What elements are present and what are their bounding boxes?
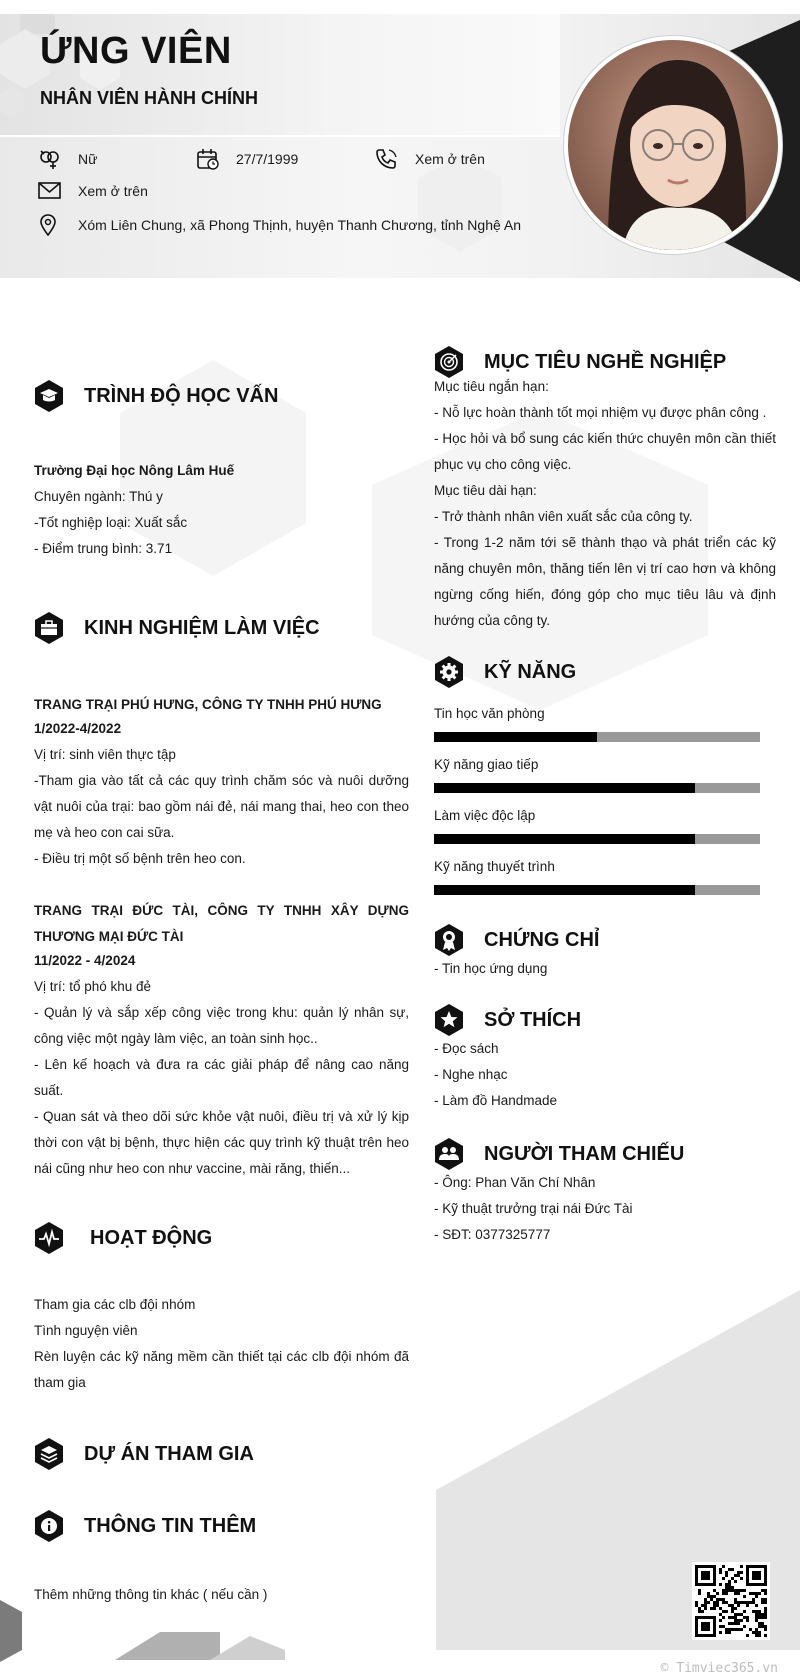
hobbies-title: SỞ THÍCH: [484, 1008, 582, 1031]
objective-long-1: - Trở thành nhân viên xuất sắc của công ty.: [434, 509, 693, 524]
hobby-item-1: - Đọc sách: [434, 1041, 499, 1056]
layers-icon: [34, 1438, 64, 1470]
objective-short-label: Mục tiêu ngắn hạn:: [434, 379, 549, 394]
star-icon: [434, 1004, 464, 1036]
education-line-3: - Điểm trung bình: 3.71: [34, 541, 173, 556]
more-info-text: Thêm những thông tin khác ( nếu cần ): [34, 1587, 268, 1602]
education-line-1: Chuyên ngành: Thú y: [34, 489, 163, 504]
skill-bar-2: [434, 783, 760, 793]
job-2-position: Vị trí: tổ phó khu đẻ: [34, 979, 152, 994]
skill-fill-4: [434, 885, 695, 895]
award-icon: [434, 924, 464, 956]
reference-item-3: - SĐT: 0377325777: [434, 1227, 551, 1242]
skill-label-3: Làm việc độc lập: [434, 808, 536, 823]
email-text: Xem ở trên: [78, 183, 148, 199]
more-info-title: THÔNG TIN THÊM: [84, 1514, 257, 1537]
education-title: TRÌNH ĐỘ HỌC VẤN: [84, 384, 279, 407]
objective-long-2: - Trong 1-2 năm tới sẽ thành thạo và phát triển các kỹ năng chuyên môn, thăng tiến lên vị trí cao hơn và không ngừng cống hiến, đóng góp cho mục tiêu lâu và định hướng của công ty.: [434, 535, 776, 628]
skill-label-1: Tin học văn phòng: [434, 706, 545, 721]
reference-item-1: - Ông: Phan Văn Chí Nhân: [434, 1175, 596, 1190]
email-icon: [38, 182, 62, 200]
qr-code[interactable]: [692, 1562, 770, 1640]
objective-title: MỤC TIÊU NGHỀ NGHIỆP: [484, 350, 727, 373]
references-title: NGƯỜI THAM CHIẾU: [484, 1142, 685, 1165]
experience-title: KINH NGHIỆM LÀM VIỆC: [84, 616, 320, 639]
activities-section-header: [34, 1222, 212, 1254]
job-1-detail-2: - Điều trị một số bệnh trên heo con.: [34, 851, 246, 866]
job-2-company: TRANG TRẠI ĐỨC TÀI, CÔNG TY TNHH XÂY DỰNG THƯƠNG MẠI ĐỨC TÀI: [34, 903, 409, 944]
activity-line-3: Rèn luyện các kỹ năng mềm cần thiết tại các clb đội nhóm đã tham gia: [34, 1349, 409, 1390]
experience-section-header: [34, 612, 320, 644]
skill-bar-1: [434, 732, 760, 742]
email-item: [38, 182, 148, 200]
job-2-detail-2: - Lên kế hoạch và đưa ra các giải pháp để nâng cao năng suất.: [34, 1057, 409, 1098]
avatar: [568, 40, 778, 250]
job-title: NHÂN VIÊN HÀNH CHÍNH: [40, 88, 259, 108]
hobbies-section-header: [434, 1004, 581, 1036]
more-info-section-header: [34, 1510, 256, 1542]
header-divider: [0, 135, 560, 137]
education-school: Trường Đại học Nông Lâm Huế: [34, 463, 235, 478]
dob-text: 27/7/1999: [236, 151, 299, 167]
job-1-period: 1/2022-4/2022: [34, 721, 122, 736]
job-1-company: TRANG TRẠI PHÚ HƯNG, CÔNG TY TNHH PHÚ HƯNG: [34, 697, 382, 712]
objective-long-label: Mục tiêu dài hạn:: [434, 483, 537, 498]
skills-section-header: [434, 656, 576, 688]
dob-item: [196, 148, 298, 170]
job-2-period: 11/2022 - 4/2024: [34, 953, 136, 968]
phone-text: Xem ở trên: [415, 151, 485, 167]
activities-title: HOẠT ĐỘNG: [90, 1226, 213, 1249]
activity-line-1: Tham gia các clb đội nhóm: [34, 1297, 196, 1312]
job-1-position: Vị trí: sinh viên thực tập: [34, 747, 176, 762]
skill-fill-1: [434, 732, 597, 742]
job-2-detail-1: - Quản lý và sắp xếp công việc trong khu: quản lý nhân sự, công việc một ngày làm việc, an toàn sinh học..: [34, 1005, 409, 1046]
location-pin-icon: [38, 214, 62, 236]
briefcase-icon: [34, 612, 64, 644]
education-section-header: [34, 380, 278, 412]
footer-watermark: © Timviec365.vn: [660, 1661, 778, 1676]
education-line-2: -Tốt nghiệp loại: Xuất sắc: [34, 515, 188, 530]
skill-label-4: Kỹ năng thuyết trình: [434, 859, 555, 874]
hobby-item-2: - Nghe nhạc: [434, 1067, 508, 1082]
gender-icon: [38, 148, 62, 170]
gender-text: Nữ: [78, 151, 98, 167]
skill-fill-3: [434, 834, 695, 844]
address-item: [38, 214, 521, 236]
skills-title: KỸ NĂNG: [484, 660, 577, 683]
objective-short-1: - Nỗ lực hoàn thành tốt mọi nhiệm vụ được phân công .: [434, 405, 767, 420]
pulse-icon: [34, 1222, 64, 1254]
users-icon: [434, 1138, 464, 1170]
graduation-cap-icon: [34, 380, 64, 412]
certificate-item-1: - Tin học ứng dụng: [434, 961, 548, 976]
address-text: Xóm Liên Chung, xã Phong Thịnh, huyện Thanh Chương, tỉnh Nghệ An: [78, 217, 522, 233]
gender-item: [38, 148, 97, 170]
objective-short-2: - Học hỏi và bổ sung các kiến thức chuyên môn cần thiết phục vụ cho công việc.: [434, 431, 776, 472]
references-section-header: [434, 1138, 684, 1170]
candidate-name: ỨNG VIÊN: [40, 30, 232, 72]
skill-bar-4: [434, 885, 760, 895]
reference-item-2: - Kỹ thuật trưởng trại nái Đức Tài: [434, 1201, 633, 1216]
skill-bar-3: [434, 834, 760, 844]
phone-item: [375, 148, 485, 170]
phone-icon: [375, 148, 399, 170]
hobby-item-3: - Làm đồ Handmade: [434, 1093, 558, 1108]
projects-title: DỰ ÁN THAM GIA: [84, 1442, 254, 1465]
info-icon: [34, 1510, 64, 1542]
job-1-detail-1: -Tham gia vào tất cả các quy trình chăm sóc và nuôi dưỡng vật nuôi của trại: bao gồm nái đẻ, nái mang thai, heo con theo mẹ và heo con cai sữa.: [34, 773, 409, 840]
skill-fill-2: [434, 783, 695, 793]
gear-icon: [434, 656, 464, 688]
certificates-section-header: [434, 924, 599, 956]
certificates-title: CHỨNG CHỈ: [484, 928, 600, 951]
calendar-icon: [196, 148, 220, 170]
activity-line-2: Tình nguyện viên: [34, 1323, 138, 1338]
skill-label-2: Kỹ năng giao tiếp: [434, 757, 539, 772]
job-2-detail-3: - Quan sát và theo dõi sức khỏe vật nuôi, điều trị và xử lý kịp thời con vật bị bệnh, thực hiện các quy trình kỹ thuật trên heo nái cũng như heo con như vaccine, mài răng, thiến...: [34, 1109, 409, 1176]
projects-section-header: [34, 1438, 254, 1470]
